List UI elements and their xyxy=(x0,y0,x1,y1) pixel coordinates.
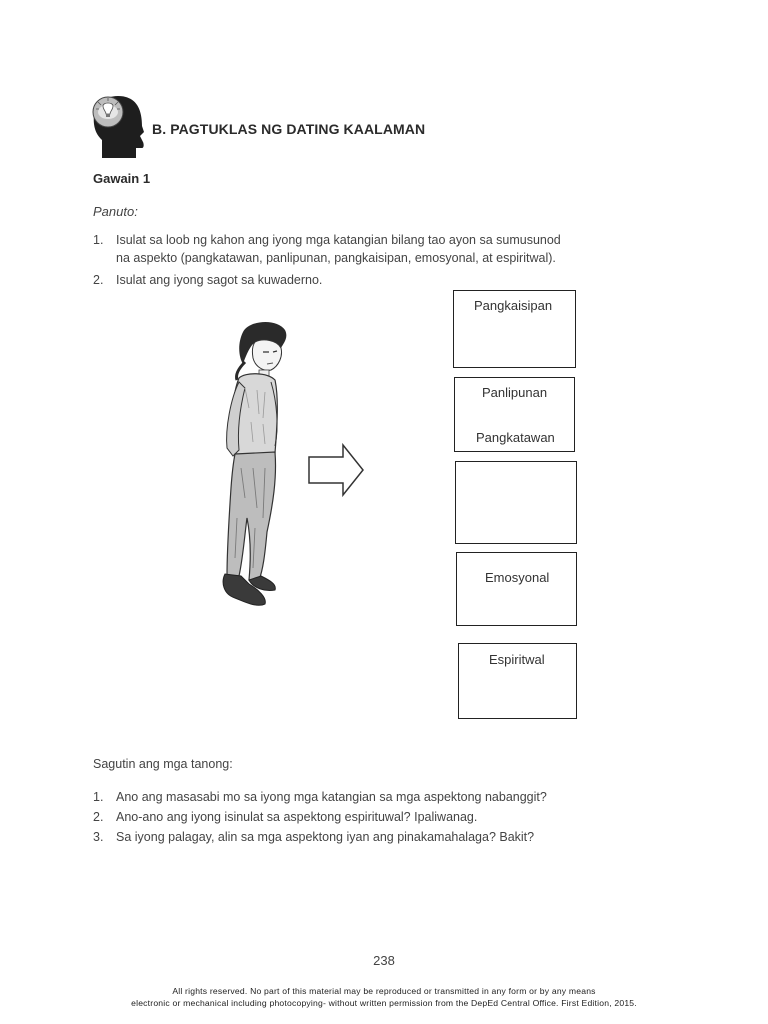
aspect-label: Espiritwal xyxy=(489,652,545,667)
question-text: Ano-ano ang iyong isinulat sa aspektong espirituwal? Ipaliwanag. xyxy=(116,810,478,824)
standing-girl-illustration xyxy=(205,318,300,618)
right-arrow-icon xyxy=(307,443,365,497)
page-number: 238 xyxy=(373,953,395,968)
aspect-label: Panlipunan xyxy=(482,385,548,400)
questions-intro: Sagutin ang mga tanong: xyxy=(93,757,233,771)
instructions-label: Panuto: xyxy=(93,204,138,219)
instruction-number: 1. xyxy=(93,233,104,247)
question-number: 2. xyxy=(93,810,104,824)
aspect-label: Emosyonal xyxy=(485,570,550,585)
instruction-line: na aspekto (pangkatawan, panlipunan, pangkaisipan, emosyonal, at espiritwal). xyxy=(116,251,556,265)
copyright-line: All rights reserved. No part of this material may be reproduced or transmitted in any form or by any means xyxy=(172,986,596,996)
instruction-line: Isulat ang iyong sagot sa kuwaderno. xyxy=(116,273,323,287)
question-text: Ano ang masasabi mo sa iyong mga katangian sa mga aspektong nabanggit? xyxy=(116,790,547,804)
section-title: B. PAGTUKLAS NG DATING KAALAMAN xyxy=(152,121,426,137)
instruction-number: 2. xyxy=(93,273,104,287)
question-number: 3. xyxy=(93,830,104,844)
aspect-box-emosyonal[interactable] xyxy=(456,552,577,626)
activity-label: Gawain 1 xyxy=(93,171,151,186)
aspect-box-espiritwal[interactable] xyxy=(458,643,577,719)
aspect-box-pangkatawan[interactable] xyxy=(455,461,577,544)
aspect-label: Pangkaisipan xyxy=(474,298,553,313)
instruction-line: Isulat sa loob ng kahon ang iyong mga katangian bilang tao ayon sa sumusunod xyxy=(116,233,561,247)
question-text: Sa iyong palagay, alin sa mga aspektong iyan ang pinakamahalaga? Bakit? xyxy=(116,830,535,844)
copyright-line: electronic or mechanical including photocopying- without written permission from the DepEd Central Office. First Edition, 2015. xyxy=(131,998,637,1008)
head-lightbulb-icon xyxy=(88,92,146,160)
aspect-label-pangkatawan: Pangkatawan xyxy=(476,430,555,445)
question-number: 1. xyxy=(93,790,104,804)
aspect-box-pangkaisipan[interactable] xyxy=(453,290,576,368)
